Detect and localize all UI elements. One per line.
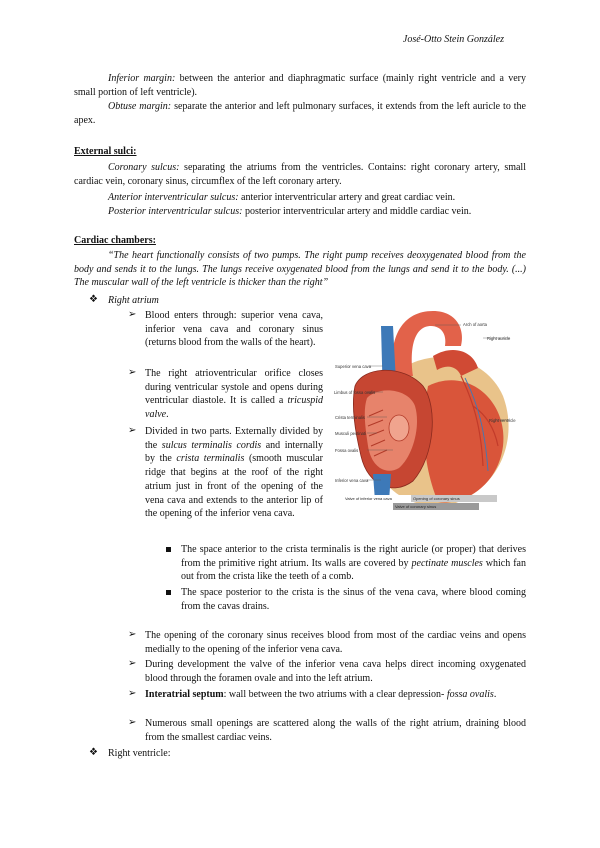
square-bullet-icon bbox=[166, 590, 171, 595]
tricuspid-term: tricuspid valve bbox=[145, 395, 323, 421]
inferior-margin-text: between the anterior and diaphragmatic surface (mainly right ventricle and a very small portion of left ventricle). bbox=[74, 73, 526, 98]
chambers-quote: “The heart functionally consists of two pumps. The right pump receives deoxygenated blood from the body and sends it to the lungs. The lungs receive oxygenated blood from the lungs and send it to the body. (...) The muscular wall of the left ventricle is thicker than the right” bbox=[74, 250, 526, 289]
obtuse-margin-term: Obtuse margin: bbox=[108, 101, 172, 112]
right-ventricle-label: Right ventricle: bbox=[108, 748, 171, 759]
ra-point-divided-b: and internally by the bbox=[145, 439, 324, 465]
arrow-bullet-icon: ➢ bbox=[128, 658, 137, 669]
fossa-ovalis-shape bbox=[389, 415, 409, 441]
label-crista-terminalis: Crista terminalis bbox=[335, 415, 366, 420]
square-bullet-icon bbox=[166, 547, 171, 552]
sub-point-sinus-venarum: The space posterior to the crista is the sinus of the vena cava, where blood coming from the cavas drains. bbox=[181, 587, 526, 612]
interatrial-septum-text: : wall between the two atriums with a clear depression- bbox=[223, 689, 447, 700]
coronary-sulcus-paragraph bbox=[74, 161, 526, 188]
crista-terminalis-term: crista terminalis bbox=[176, 453, 245, 465]
arrow-bullet-icon: ➢ bbox=[128, 629, 137, 640]
ra-point-divided bbox=[145, 425, 323, 521]
right-atrium-label: Right atrium bbox=[108, 295, 159, 306]
sub-point-right-auricle-b: which fan out from the crista like the teeth of a comb. bbox=[181, 557, 526, 583]
posterior-sulcus-term: Posterior interventricular sulcus: bbox=[108, 206, 243, 217]
anterior-sulcus-text: anterior interventricular artery and great cardiac vein. bbox=[238, 192, 456, 203]
obtuse-margin-text: separate the anterior and left pulmonary surfaces, it extends from the left auricle to the apex. bbox=[74, 101, 526, 126]
author-header: José-Otto Stein González bbox=[402, 34, 504, 45]
obtuse-margin-paragraph bbox=[74, 100, 526, 127]
ra-point-small-openings: Numerous small openings are scattered along the walls of the right atrium, draining blood from the smallest cardiac veins. bbox=[145, 718, 526, 743]
label-valve-coronary-sinus: Valve of coronary sinus bbox=[395, 504, 437, 509]
pectinate-muscles-term: pectinate muscles bbox=[411, 557, 483, 569]
coronary-sulcus-term: Coronary sulcus: bbox=[108, 162, 180, 173]
sulci-heading: External sulci: bbox=[74, 146, 137, 157]
sulcus-terminalis-term: sulcus terminalis cordis bbox=[161, 439, 262, 451]
posterior-sulcus-paragraph bbox=[108, 205, 528, 219]
anterior-sulcus-term: Anterior interventricular sulcus: bbox=[108, 192, 239, 203]
ra-point-divided-a: Divided in two parts. Externally divided by the bbox=[145, 426, 323, 451]
ra-point-development: During development the valve of the inferior vena cava helps direct incoming oxygenated blood through the foramen ovale and into the left atrium. bbox=[145, 659, 526, 684]
arrow-bullet-icon: ➢ bbox=[128, 425, 137, 436]
label-opening-coronary-sinus: Opening of coronary sinus bbox=[413, 496, 460, 501]
diamond-bullet-icon: ❖ bbox=[89, 747, 98, 758]
diamond-bullet-icon: ❖ bbox=[89, 294, 98, 305]
ra-point-tricuspid-end: . bbox=[166, 409, 169, 421]
ra-point-tricuspid bbox=[145, 367, 323, 422]
interatrial-septum-end: . bbox=[493, 689, 497, 700]
chambers-heading: Cardiac chambers: bbox=[74, 235, 156, 246]
sub-point-right-auricle bbox=[181, 543, 526, 584]
ra-point-inflow: Blood enters through: superior vena cava, inferior vena cava and coronary sinus (returns blood from the walls of the heart). bbox=[145, 310, 323, 349]
arrow-bullet-icon: ➢ bbox=[128, 309, 137, 320]
label-arch-of-aorta: Arch of aorta bbox=[463, 322, 487, 327]
sub-point-right-auricle-a: The space anterior to the crista terminalis is the right auricle (or proper) that derives from the primitive right atrium. Its walls are covered by bbox=[181, 544, 526, 569]
inferior-margin-term: Inferior margin: bbox=[108, 73, 176, 84]
right-atrium-heart-illustration bbox=[333, 306, 525, 516]
arrow-bullet-icon: ➢ bbox=[128, 688, 137, 699]
fossa-ovalis-term: fossa ovalis bbox=[446, 689, 494, 700]
label-valve-ivc: Valve of inferior vena cava bbox=[345, 496, 392, 501]
label-musculi-pectinati: Musculi pectinati bbox=[335, 431, 366, 436]
ra-point-tricuspid-text: The right atrioventricular orifice closes during ventricular systole and opens during ventricular diastole. It is called a bbox=[145, 368, 323, 407]
interatrial-septum-term: Interatrial septum bbox=[145, 689, 224, 700]
posterior-sulcus-text: posterior interventricular artery and middle cardiac vein. bbox=[242, 206, 472, 217]
label-fossa-ovalis: Fossa ovalis bbox=[335, 448, 359, 453]
arrow-bullet-icon: ➢ bbox=[128, 367, 137, 378]
label-superior-vena-cava: Superior vena cava bbox=[335, 364, 372, 369]
anterior-sulcus-paragraph bbox=[108, 191, 528, 205]
coronary-sulcus-text: separating the atriums from the ventricles. Contains: right coronary artery, small cardiac vein, coronary sinus, circumflex of the left coronary artery. bbox=[74, 162, 526, 187]
label-right-auricle: Right auricle bbox=[487, 336, 511, 341]
ra-point-coronary-sinus: The opening of the coronary sinus receives blood from most of the cardiac veins and opens medially to the opening of the inferior vena cava. bbox=[145, 630, 526, 655]
label-inferior-vena-cava: Inferior vena cava bbox=[335, 478, 369, 483]
label-right-ventricle: Right ventricle bbox=[489, 418, 516, 423]
ra-point-divided-c: (smooth muscular ridge that begins at the roof of the right atrium just in front of the opening of the vena cava and extends to the anterior lip of the opening of the inferior vena cava. bbox=[145, 453, 323, 520]
arrow-bullet-icon: ➢ bbox=[128, 717, 137, 728]
ra-point-interatrial-septum bbox=[145, 688, 526, 702]
label-limbus-fossa-ovalis: Limbus of fossa ovalis bbox=[334, 390, 376, 395]
inferior-margin-paragraph bbox=[74, 72, 526, 99]
